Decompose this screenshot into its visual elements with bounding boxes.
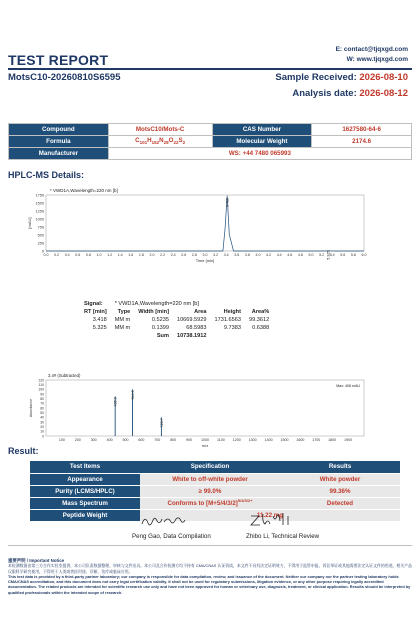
peak-table-header: [80, 308, 273, 316]
x-tick-label: 0.4: [64, 253, 70, 257]
reviewer-signature-image: [248, 510, 293, 530]
x-tick-label: 200: [74, 438, 81, 442]
analysis-label: Analysis date:: [292, 88, 357, 99]
formula-value: $C_{101}H_{152}N_{28}O_{22}S_2$: [108, 136, 212, 148]
notice-heading: 重要声明 / Important Notice: [8, 558, 65, 563]
received-line: [275, 72, 408, 83]
compound-label: Compound: [9, 124, 109, 136]
x-tick-label: 3.0: [202, 253, 208, 257]
header-divider: [8, 68, 412, 70]
x-tick-label: 1800: [328, 438, 337, 442]
sum-label: Sum: [156, 333, 169, 339]
cell-type: MM m: [114, 317, 131, 323]
x-tick-label: 1900: [344, 438, 353, 442]
notice-english: This test data is provided by a third-party partner laboratory; our company is responsible for data compilation, review, and issuance of the document. Neither our company nor the partner testing laboratory holds CMA/CNAS accreditation, and this document does not carry legal certification validity. It shall not be used for regulatory submissions, litigation evidence, or any other purpose requiring legally accredited documentation. The related products are intended for scientific research use only and have not been approved for human or veterinary use, diagnosis, treatment, or clinical application. Results should be interpreted by qualified professionals within the intended scope of research.: [8, 573, 411, 595]
peak-label: 544.0: [130, 390, 135, 400]
y-tick-label: 100: [38, 387, 44, 392]
reviewer-name: Zhibo Li, Technical Review: [246, 533, 320, 540]
cell-height: 1731.6563: [214, 317, 241, 323]
page-title: TEST REPORT: [8, 52, 109, 68]
col-test-items: Test Items: [30, 461, 140, 473]
result-table: [30, 461, 400, 522]
max-label: Max: 408 mAU: [336, 384, 360, 388]
x-tick-label: 600: [138, 438, 145, 442]
x-tick-label: 4.4: [276, 253, 282, 257]
y-tick-label: 750: [37, 225, 44, 230]
y-tick-label: 0: [41, 249, 44, 254]
chart-title: 3.4# (Subtracted): [48, 373, 81, 378]
analysis-date: 2026-08-12: [359, 88, 408, 99]
sum-row: [80, 332, 273, 340]
cell-area-pct: 0.6388: [252, 325, 270, 331]
y-tick-label: 20: [40, 425, 44, 430]
x-tick-label: 1.0: [96, 253, 102, 257]
x-tick-label: 2.2: [160, 253, 166, 257]
x-tick-label: 500: [122, 438, 129, 442]
x-tick-label: 4.8: [297, 253, 303, 257]
result-item: Purity (LCMS/HPLC): [30, 485, 140, 497]
manufacturer-label: Manufacturer: [9, 148, 109, 160]
cell-area: 10669.5929: [176, 317, 207, 323]
chromatogram-trace: [46, 196, 364, 251]
result-spec-text: Conforms to [M+5/4/3/2]: [167, 500, 238, 508]
y-tick-label: 1250: [35, 209, 44, 214]
cell-height: 9.7383: [223, 325, 241, 331]
manufacturer-value: WS: +44 7480 065993: [108, 148, 411, 160]
cell-rt: 3.418: [92, 317, 107, 323]
y-tick-label: 0: [42, 434, 44, 439]
y-tick-label: 70: [40, 401, 44, 406]
table-row: [80, 316, 273, 324]
x-tick-label: 3.2: [213, 253, 219, 257]
x-tick-label: 0.8: [85, 253, 91, 257]
col-results: Results: [280, 461, 400, 473]
x-tick-label: 1300: [248, 438, 257, 442]
compound-value: MotsC10/Mots-C: [108, 124, 212, 136]
y-tick-label: 110: [38, 383, 44, 388]
y-tick-label: 50: [40, 411, 44, 416]
sum-value: 10738.1912: [176, 333, 207, 339]
peak-label: 3.418: [225, 198, 230, 207]
hplc-section-title: HPLC-MS Details:: [8, 170, 85, 180]
signal-value: * VWD1A,Wavelength=220 nm [b]: [114, 301, 199, 307]
x-tick-label: 2.4: [170, 253, 176, 257]
result-spec: [140, 497, 280, 509]
x-tick-label: 5.6: [340, 253, 346, 257]
cell-area: 68.5983: [186, 325, 207, 331]
x-tick-label: 2.8: [191, 253, 197, 257]
table-row: [80, 324, 273, 332]
result-item: Appearance: [30, 473, 140, 485]
mw-label: Molecular Weight: [212, 136, 312, 148]
analysis-line: [292, 88, 408, 99]
x-tick-label: 1.6: [128, 253, 134, 257]
x-tick-label: 2.0: [149, 253, 155, 257]
result-header: [30, 461, 400, 473]
x-tick-label: 1000: [201, 438, 209, 442]
cell-rt: 5.325: [92, 325, 107, 331]
x-tick-label: 1.2: [107, 253, 113, 257]
peak-label: 725.7: [159, 418, 164, 428]
contact-email: E: contact@tjqxgd.com: [335, 46, 408, 53]
col-type: Type: [117, 309, 131, 315]
y-axis-label: Abundance: [29, 398, 33, 418]
compiler-signature-image: [140, 512, 190, 530]
table-row: [30, 473, 400, 485]
col-height: Height: [223, 309, 241, 315]
result-spec: ≥ 99.0%: [140, 485, 280, 497]
result-section-title: Result:: [8, 446, 39, 456]
x-axis-label: m/z: [201, 443, 209, 448]
col-rt: RT [min]: [84, 309, 107, 315]
x-tick-label: 0.2: [54, 253, 60, 257]
x-tick-label: 5.8: [350, 253, 356, 257]
x-tick-label: 1100: [217, 438, 225, 442]
received-label: Sample Received:: [275, 72, 357, 83]
cas-value: 1627580-64-6: [312, 124, 412, 136]
x-tick-label: 2.6: [181, 253, 187, 257]
y-tick-label: 40: [40, 415, 44, 420]
cell-type: MM m: [114, 325, 131, 331]
plot-frame: [46, 195, 364, 251]
x-tick-label: 4.6: [287, 253, 293, 257]
chart-title: * VWD1A,Wavelength=220 nm [b]: [50, 188, 118, 193]
x-tick-label: 1700: [312, 438, 321, 442]
result-value: 99.36%: [280, 485, 400, 497]
x-tick-label: 100: [58, 438, 65, 442]
contact-website: W: www.tjqxgd.com: [346, 56, 408, 63]
x-tick-label: 3.8: [244, 253, 250, 257]
x-tick-label: 1.8: [138, 253, 144, 257]
table-row: [30, 509, 400, 521]
y-tick-label: 120: [38, 378, 44, 383]
plot-frame: [46, 380, 364, 436]
x-tick-label: 5.0: [308, 253, 314, 257]
x-tick-label: 300: [90, 438, 97, 442]
col-specification: Specification: [140, 461, 280, 473]
result-value: 11.22 mg: [140, 509, 400, 521]
cas-label: CAS Number: [212, 124, 312, 136]
signal-label: Signal:: [84, 301, 103, 307]
formula-label: Formula: [9, 136, 109, 148]
compiler-name: Peng Gao, Data Compilation: [132, 533, 211, 540]
mw-value: 2174.6: [312, 136, 412, 148]
x-tick-label: 6.0: [361, 253, 367, 257]
result-spec: White to off-white powder: [140, 473, 280, 485]
x-tick-label: 3.4: [223, 253, 229, 257]
mass-spectrum: [26, 370, 371, 448]
y-tick-label: 90: [40, 392, 44, 397]
y-tick-label: 1500: [35, 201, 44, 206]
col-width: Width [min]: [138, 309, 169, 315]
x-tick-label: 1500: [280, 438, 289, 442]
notice-chinese: 本检测数据由第三方合作实验室提供，本公司负责数据整理、审核与文件出具。本公司及合作检测方均不持有 CMA/CNAS 认证资质，本文件不具有法定证明效力，不得用于监管申报、诉讼举证或其他需要法定认证文件的用途。相关产品仅限科学研究使用，不得用于人类或兽医用途、诊断、治疗或临床应用。: [8, 563, 412, 574]
x-tick-label: 0.0: [43, 253, 49, 257]
y-tick-label: 250: [37, 241, 44, 246]
x-tick-label: 400: [106, 438, 113, 442]
y-tick-label: 500: [37, 233, 44, 238]
lot-number: MotsC10-20260810S6595: [8, 72, 121, 83]
x-tick-label: 1400: [264, 438, 273, 442]
result-item: Mass Spectrum: [30, 497, 140, 509]
hplc-chromatogram: [26, 185, 371, 263]
x-tick-label: 5.2: [319, 253, 325, 257]
x-tick-label: 1600: [296, 438, 305, 442]
cell-width: 0.5235: [151, 317, 169, 323]
peak-label: 5.325: [326, 250, 331, 260]
footer-divider: [8, 545, 412, 546]
result-item: Peptide Weight: [30, 509, 140, 521]
x-tick-label: 4.2: [266, 253, 272, 257]
important-notice: [8, 558, 412, 595]
result-spec-sup: 5/4/3/2+: [237, 498, 253, 504]
x-tick-label: 800: [170, 438, 177, 442]
x-tick-label: 700: [154, 438, 161, 442]
x-tick-label: 3.6: [234, 253, 240, 257]
peak-table: [80, 300, 273, 340]
col-area: Area: [194, 309, 207, 315]
y-axis-label: [mAU]: [27, 217, 32, 229]
cell-area-pct: 99.3612: [248, 317, 270, 323]
y-tick-label: 80: [40, 397, 44, 402]
received-date: 2026-08-10: [359, 72, 408, 83]
x-tick-label: 4.0: [255, 253, 261, 257]
x-tick-label: 5.4: [329, 253, 335, 257]
peak-label: 435.0: [113, 397, 118, 407]
y-tick-label: 1750: [35, 193, 44, 198]
x-tick-label: 1.4: [117, 253, 123, 257]
x-tick-label: 0.6: [75, 253, 81, 257]
y-tick-label: 1000: [35, 217, 44, 222]
table-row: [30, 497, 400, 509]
x-tick-label: 900: [186, 438, 193, 442]
result-value: Detected: [280, 497, 400, 509]
result-value: White powder: [280, 473, 400, 485]
y-tick-label: 30: [40, 420, 44, 425]
x-tick-label: 1200: [232, 438, 241, 442]
x-axis-label: Time [min]: [195, 258, 215, 263]
cell-width: 0.1399: [151, 325, 169, 331]
col-area-pct: Area%: [251, 309, 270, 315]
y-tick-label: 10: [40, 429, 44, 434]
y-tick-label: 60: [40, 406, 44, 411]
table-row: [30, 485, 400, 497]
compound-info-table: [8, 123, 412, 160]
